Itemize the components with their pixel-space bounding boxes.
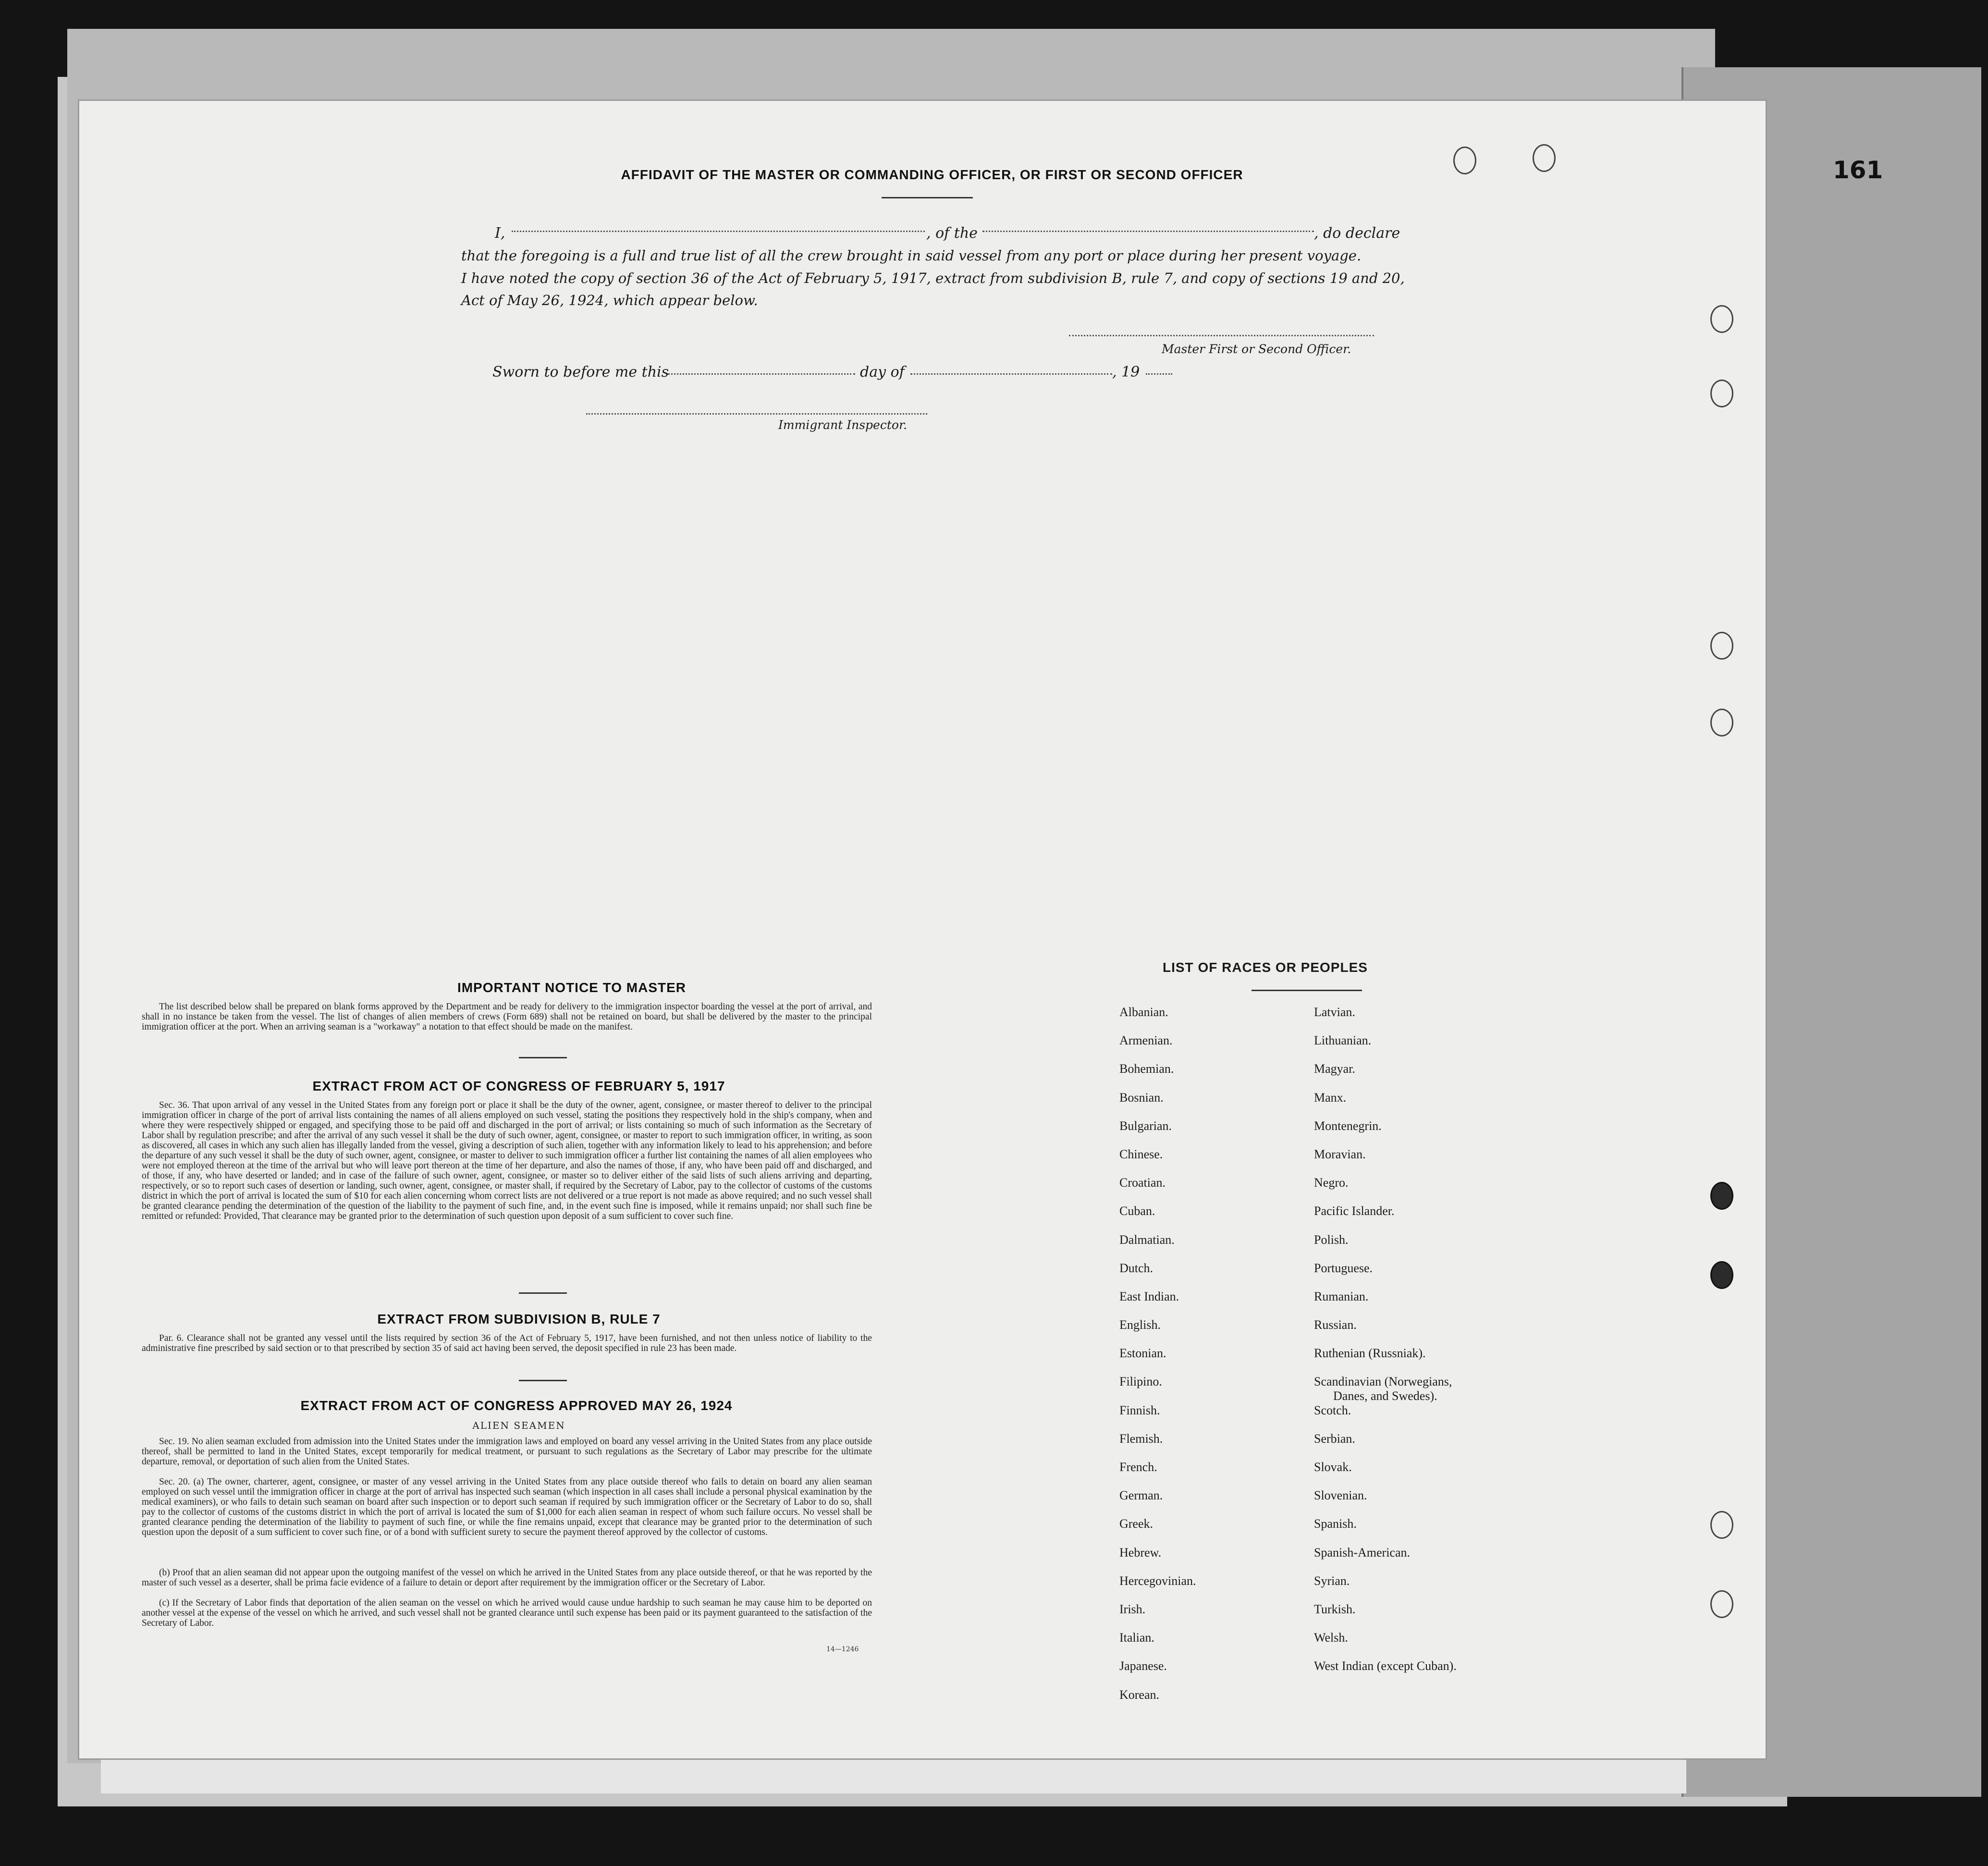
affidavit-line-2: that the foregoing is a full and true list of all the crew brought in said vessel from any port or place during her present voyage.	[461, 247, 1362, 264]
race-item: Manx.	[1314, 1090, 1347, 1105]
affidavit-line-3: I have noted the copy of section 36 of the Act of February 5, 1917, extract from subdivision B, rule 7, and copy of sections 19 and 20,	[461, 270, 1405, 286]
race-item: Danes, and Swedes).	[1333, 1389, 1437, 1403]
race-item: Korean.	[1119, 1687, 1160, 1702]
name-blank	[512, 231, 925, 232]
race-item: German.	[1119, 1488, 1163, 1503]
extract-1917-text: Sec. 36. That upon arrival of any vessel in the United States from any foreign port or place it shall be the duty of the owner, agent, consignee, or master thereof to deliver to the principal immigration officer in charge of the port of arrival lists containing the names of all aliens employed on such vessel, stating the positions they respectively hold in the ship's company, when and where they were respectively shipped or engaged, and specifying those to be paid off and discharged in the port of arrival; or lists containing so much of such information as the Secretary of Labor shall by regulation prescribe; and after the arrival of any such vessel it shall be the duty of such owner, agent, consignee, or master to report to such immigration officer, in writing, as soon as discovered, all cases in which any such alien has illegally landed from the vessel, giving a description of such alien, together with any information likely to lead to his apprehension; and before the departure of any such vessel it shall be the duty of such owner, agent, consignee, or master to deliver to such immigration officer a further list containing the names of all alien employees who were not employed thereon at the time of the arrival but who will leave port thereon at the time of her departure, and also the names of those, if any, who have been paid off and discharged, and of those, if any, who have deserted or landed; and in case of the failure of such owner, agent, consignee, or master so to deliver either of the said lists of such aliens arriving and departing, respectively, or so to report such cases of desertion or landing, such owner, agent, consignee, or master shall, if required by the Secretary of Labor, pay to the collector of customs of the customs district in which the port of arrival is located the sum of $10 for each alien concerning whom correct lists are not delivered or a true report is not made as above required; and no such vessel shall be granted clearance pending the determination of the question of the liability to the payment of such fine, and, in the event such fine is imposed, while it remains unpaid; nor shall such fine be remitted or refunded: Provided, That clearance may be granted prior to the determination of such question upon deposit of a sum sufficient to cover such fine.	[142, 1100, 872, 1221]
race-item: French.	[1119, 1460, 1157, 1474]
extract-rule7-text: Par. 6. Clearance shall not be granted any vessel until the lists required by section 36 of the Act of February 5, 1917, have been furnished, and not then unless notice of liability to the administrative fine prescribed by said section or to that prescribed by section 35 of said act having been served, the deposit specified in rule 23 has been made.	[142, 1333, 872, 1353]
race-item: Scandinavian (Norwegians,	[1314, 1375, 1452, 1389]
punch-hole	[1710, 709, 1733, 737]
race-item: Chinese.	[1119, 1147, 1163, 1161]
race-item: Irish.	[1119, 1602, 1146, 1616]
punch-hole	[1710, 305, 1733, 333]
sworn-prefix: Sworn to before me this	[492, 364, 669, 381]
sworn-day-of: day of	[860, 364, 905, 381]
punch-hole	[1710, 1511, 1733, 1539]
extract-rule7-title: EXTRACT FROM SUBDIVISION B, RULE 7	[377, 1312, 661, 1326]
master-signature-line	[1069, 335, 1374, 336]
race-item: Latvian.	[1314, 1005, 1355, 1019]
race-item: Bohemian.	[1119, 1062, 1174, 1076]
race-item: Syrian.	[1314, 1573, 1350, 1588]
punch-hole	[1710, 1590, 1733, 1618]
affidavit-of-the: , of the	[926, 225, 978, 242]
race-item-multiline	[1314, 1375, 1457, 1403]
races-left-column	[1119, 1005, 1196, 1716]
race-item: Italian.	[1119, 1631, 1154, 1645]
sworn-day-blank	[668, 373, 855, 375]
sworn-year: , 19	[1112, 364, 1140, 381]
section-divider	[519, 1057, 567, 1058]
race-item: Dutch.	[1119, 1261, 1154, 1275]
notice-text: The list described below shall be prepared on blank forms approved by the Department and be ready for delivery to the immigration inspector boarding the vessel at the port of arrival, and shall in no instance be taken from the vessel. The list of changes of alien members of crews (Form 689) shall not be retained on board, but shall be delivered by the master to the principal immigration officer at the port. When an arriving seaman is a "workaway" a notation to that effect should be made on the manifest.	[142, 1002, 872, 1032]
race-item: Lithuanian.	[1314, 1033, 1372, 1048]
inspector-signature-line	[586, 413, 927, 415]
race-item: Bosnian.	[1119, 1090, 1164, 1105]
race-item: Montenegrin.	[1314, 1118, 1382, 1133]
sec-20c-text: (c) If the Secretary of Labor finds that deportation of the alien seaman on the vessel on which he arrived would cause undue hardship to such seaman he may cause him to be deported on another vessel at the expense of the vessel on which he arrived, and such vessel shall not be granted clearance until such expense has been paid or its payment guaranteed to the satisfaction of the Secretary of Labor.	[142, 1598, 872, 1628]
affidavit-line-4: Act of May 26, 1924, which appear below.	[461, 292, 758, 308]
races-title: LIST OF RACES OR PEOPLES	[1163, 960, 1368, 975]
affidavit-title: AFFIDAVIT OF THE MASTER OR COMMANDING OFFICER, OR FIRST OR SECOND OFFICER	[621, 167, 1243, 182]
race-item: Slovak.	[1314, 1460, 1352, 1474]
race-item: English.	[1119, 1318, 1161, 1332]
sec-19-text: Sec. 19. No alien seaman excluded from admission into the United States under the immigration laws and employed on board any vessel arriving in the United States from any place outside thereof, shall be permitted to land in the United States, except temporarily for medical treatment, or pursuant to such regulations as the Secretary of Labor may prescribe for the ultimate departure, removal, or deportation of such alien from the United States.	[142, 1436, 872, 1467]
page-number: 161	[1833, 156, 1883, 184]
race-item: Japanese.	[1119, 1659, 1167, 1673]
punch-hole	[1710, 1182, 1733, 1210]
race-item: Spanish-American.	[1314, 1545, 1411, 1559]
race-item: Slovenian.	[1314, 1488, 1367, 1503]
race-item: Negro.	[1314, 1176, 1349, 1190]
section-divider	[519, 1380, 567, 1381]
race-item: Welsh.	[1314, 1631, 1348, 1645]
punch-hole	[1453, 147, 1476, 174]
race-item: Serbian.	[1314, 1431, 1355, 1446]
race-item: Albanian.	[1119, 1005, 1168, 1019]
sworn-month-blank	[910, 373, 1112, 375]
race-item: Turkish.	[1314, 1602, 1356, 1616]
form-number: 14—1246	[826, 1645, 859, 1653]
race-item: Polish.	[1314, 1232, 1349, 1247]
race-item: Moravian.	[1314, 1147, 1366, 1161]
sworn-year-blank	[1146, 373, 1172, 375]
race-item: Armenian.	[1119, 1033, 1173, 1048]
race-item: Greek.	[1119, 1517, 1154, 1531]
race-item: Ruthenian (Russniak).	[1314, 1346, 1426, 1361]
punch-hole	[1710, 1261, 1733, 1289]
race-item: Hebrew.	[1119, 1545, 1162, 1559]
race-item: Bulgarian.	[1119, 1118, 1172, 1133]
race-item: Scotch.	[1314, 1403, 1351, 1417]
race-item: Estonian.	[1119, 1346, 1166, 1361]
race-item: Finnish.	[1119, 1403, 1160, 1417]
notice-title: IMPORTANT NOTICE TO MASTER	[457, 980, 687, 995]
race-item: Hercegovinian.	[1119, 1573, 1196, 1588]
affidavit-i: I,	[495, 225, 505, 242]
master-signature-label: Master First or Second Officer.	[1162, 342, 1351, 356]
race-item: Russian.	[1314, 1318, 1357, 1332]
punch-hole	[1710, 632, 1733, 660]
title-divider	[882, 197, 973, 198]
alien-seamen-subtitle: ALIEN SEAMEN	[472, 1420, 565, 1431]
race-item: Rumanian.	[1314, 1289, 1369, 1303]
race-item: East Indian.	[1119, 1289, 1179, 1303]
race-item: Magyar.	[1314, 1062, 1355, 1076]
race-item: Pacific Islander.	[1314, 1204, 1395, 1218]
race-item: Flemish.	[1119, 1431, 1163, 1446]
race-item: Spanish.	[1314, 1517, 1357, 1531]
race-item: Croatian.	[1119, 1176, 1166, 1190]
sec-20b-text: (b) Proof that an alien seaman did not appear upon the outgoing manifest of the vessel on which he arrived in the United States from any place outside thereof, or that he was reported by the master of such vessel as a deserter, shall be prima facie evidence of a failure to detain or deport after requirement by the immigration officer or the Secretary of Labor.	[142, 1568, 872, 1588]
races-right-column	[1314, 1005, 1457, 1688]
race-item: Dalmatian.	[1119, 1232, 1175, 1247]
vessel-blank	[982, 231, 1314, 232]
race-item: Cuban.	[1119, 1204, 1155, 1218]
race-item: West Indian (except Cuban).	[1314, 1659, 1457, 1673]
punch-hole	[1710, 380, 1733, 407]
sec-20a-text: Sec. 20. (a) The owner, charterer, agent, consignee, or master of any vessel arriving in the United States from any place outside thereof who fails to detain on board any alien seaman employed on such vessel until the immigration officer in charge at the port of arrival has inspected such seaman (which inspection in all cases shall include a personal physical examination by the medical examiners), or who fails to detain such seaman on board after such inspection or to deport such seaman if required by such immigration officer or the Secretary of Labor to do so, shall pay to the collector of customs of the customs district in which the port of arrival is located the sum of $1,000 for each alien seaman in respect of whom such failure occurs. No vessel shall be granted clearance pending the determination of the liability to payment of such fine, or while the fine remains unpaid, except that clearance may be granted prior to the determination of such question upon the deposit of a sum sufficient to cover such fine, or of a bond with sufficient surety to secure the payment thereof approved by the collector of customs.	[142, 1477, 872, 1537]
section-divider	[519, 1292, 567, 1294]
race-item: Filipino.	[1119, 1375, 1162, 1389]
extract-1924-title: EXTRACT FROM ACT OF CONGRESS APPROVED MAY 26, 1924	[300, 1398, 733, 1413]
inspector-label: Immigrant Inspector.	[778, 418, 908, 432]
races-title-divider	[1252, 990, 1362, 991]
extract-1917-title: EXTRACT FROM ACT OF CONGRESS OF FEBRUARY 5, 1917	[312, 1079, 725, 1093]
affidavit-declare: , do declare	[1314, 225, 1400, 242]
punch-hole	[1533, 144, 1556, 172]
race-item: Portuguese.	[1314, 1261, 1373, 1275]
